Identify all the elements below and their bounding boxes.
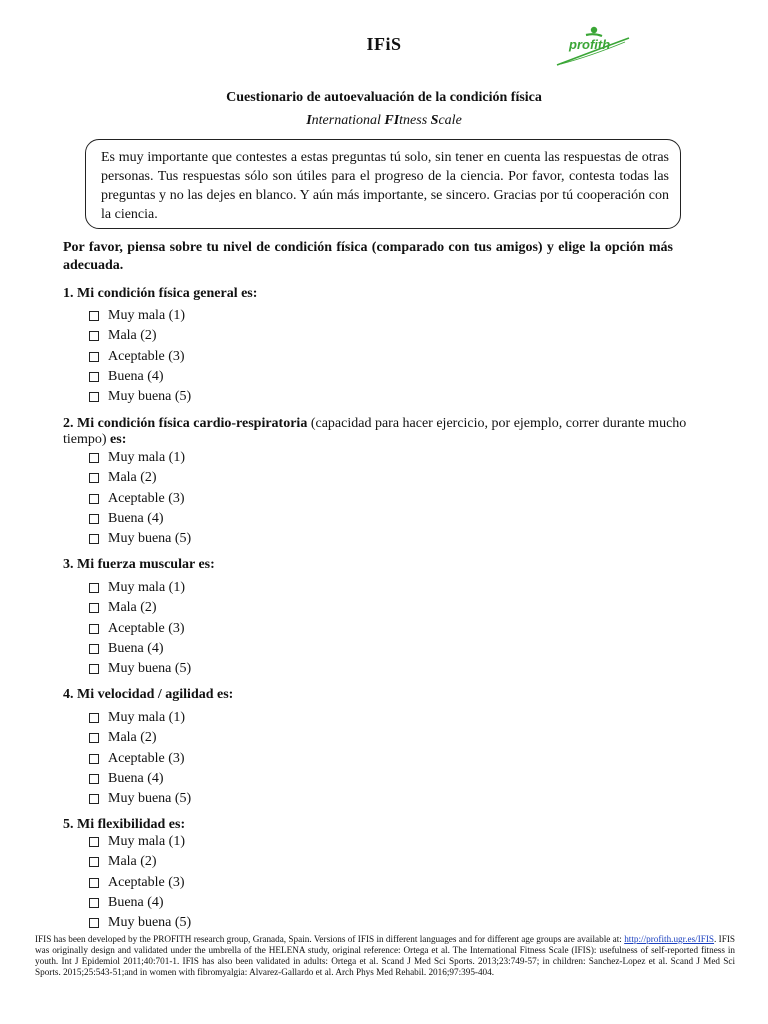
option-item[interactable] <box>89 468 191 488</box>
questionnaire-subtitle <box>0 113 768 129</box>
option-label: Aceptable (3) <box>108 490 185 506</box>
checkbox[interactable] <box>89 392 99 402</box>
page-title: IFiS <box>366 34 402 54</box>
option-label: Mala (2) <box>108 730 157 746</box>
option-item[interactable] <box>89 489 191 509</box>
checkbox[interactable] <box>89 837 99 847</box>
option-item[interactable] <box>89 619 191 639</box>
option-label: Muy buena (5) <box>108 661 192 677</box>
subtitle-part: S <box>430 113 439 128</box>
option-item[interactable] <box>89 893 191 913</box>
option-item[interactable] <box>89 306 191 326</box>
question-label <box>63 286 713 302</box>
option-item[interactable] <box>89 728 191 748</box>
subtitle-part: cale <box>438 113 462 128</box>
checkbox[interactable] <box>89 453 99 463</box>
option-item[interactable] <box>89 598 191 618</box>
checkbox[interactable] <box>89 918 99 928</box>
question-label <box>63 557 713 573</box>
option-label: Muy mala (1) <box>108 308 185 324</box>
option-label: Muy mala (1) <box>108 710 185 726</box>
option-label: Aceptable (3) <box>108 750 185 766</box>
option-label: Mala (2) <box>108 470 157 486</box>
option-item[interactable] <box>89 832 191 852</box>
option-label: Aceptable (3) <box>108 348 185 364</box>
option-item[interactable] <box>89 769 191 789</box>
question-label-tail: es: <box>106 432 127 447</box>
option-item[interactable] <box>89 387 191 407</box>
option-item[interactable] <box>89 529 191 549</box>
logo-text: profith <box>569 37 611 52</box>
question-label-bold: 4. Mi velocidad / agilidad es: <box>63 687 234 702</box>
option-item[interactable] <box>89 873 191 893</box>
checkbox[interactable] <box>89 664 99 674</box>
options-list <box>89 832 191 933</box>
footer-note <box>35 934 735 978</box>
option-label: Muy buena (5) <box>108 915 192 931</box>
option-item[interactable] <box>89 913 191 933</box>
question-label <box>63 416 713 448</box>
checkbox[interactable] <box>89 878 99 888</box>
option-label: Mala (2) <box>108 854 157 870</box>
checkbox[interactable] <box>89 794 99 804</box>
checkbox[interactable] <box>89 372 99 382</box>
options-list <box>89 306 191 407</box>
options-list <box>89 708 191 809</box>
option-item[interactable] <box>89 509 191 529</box>
option-label: Mala (2) <box>108 328 157 344</box>
footer-text-end: . IFIS was originally design and validated under the umbrella of the HELENA study, original reference: Ortega et al. The International Fitness Scale (IFIS): usefulness of self-reported fitness in youth. Int J Epidemiol 2011;40:701-1. IFIS has also been validated in adults: Ortega et al. Scand J Med Sci Sports. 2013;23:749-57; in children: Sanchez-Lopez et al. Scand J Med Sci Sports. 2015;25:543-51;and in women with fibromyalgia: Alvarez-Gallardo et al. Arch Phys Med Rehabil. 2016;97:395-404. <box>35 934 736 977</box>
option-item[interactable] <box>89 347 191 367</box>
checkbox[interactable] <box>89 583 99 593</box>
option-label: Muy mala (1) <box>108 580 185 596</box>
option-label: Muy mala (1) <box>108 450 185 466</box>
question-label-bold: 5. Mi flexibilidad es: <box>63 817 186 832</box>
option-label: Aceptable (3) <box>108 874 185 890</box>
option-item[interactable] <box>89 749 191 769</box>
option-item[interactable] <box>89 708 191 728</box>
option-label: Muy buena (5) <box>108 389 192 405</box>
checkbox[interactable] <box>89 534 99 544</box>
question-label <box>63 817 713 833</box>
subtitle-part: FI <box>384 113 400 128</box>
checkbox[interactable] <box>89 311 99 321</box>
option-label: Buena (4) <box>108 771 164 787</box>
option-item[interactable] <box>89 852 191 872</box>
option-label: Muy buena (5) <box>108 791 192 807</box>
checkbox[interactable] <box>89 514 99 524</box>
instruction-text: Por favor, piensa sobre tu nivel de condición física (comparado con tus amigos) y elige la opción más adecuada. <box>63 240 673 273</box>
checkbox[interactable] <box>89 473 99 483</box>
option-item[interactable] <box>89 448 191 468</box>
options-list <box>89 448 191 549</box>
checkbox[interactable] <box>89 754 99 764</box>
question-label-bold: 2. Mi condición física cardio-respiratoria <box>63 416 308 431</box>
footer-link[interactable]: http://profith.ugr.es/IFIS <box>624 934 715 944</box>
checkbox[interactable] <box>89 624 99 634</box>
checkbox[interactable] <box>89 644 99 654</box>
question-label-bold: 3. Mi fuerza muscular es: <box>63 557 215 572</box>
checkbox[interactable] <box>89 733 99 743</box>
subtitle-part: tness <box>399 113 431 128</box>
question-label <box>63 687 713 703</box>
option-label: Buena (4) <box>108 511 164 527</box>
checkbox[interactable] <box>89 603 99 613</box>
options-list <box>89 578 191 679</box>
option-item[interactable] <box>89 326 191 346</box>
option-label: Buena (4) <box>108 641 164 657</box>
option-item[interactable] <box>89 367 191 387</box>
question-label-bold: 1. Mi condición física general es: <box>63 286 258 301</box>
checkbox[interactable] <box>89 494 99 504</box>
option-label: Mala (2) <box>108 600 157 616</box>
questionnaire-title: Cuestionario de autoevaluación de la condición física <box>226 90 542 105</box>
option-item[interactable] <box>89 639 191 659</box>
option-item[interactable] <box>89 578 191 598</box>
checkbox[interactable] <box>89 898 99 908</box>
option-label: Muy buena (5) <box>108 531 192 547</box>
subtitle-part: I <box>306 113 312 128</box>
option-label: Buena (4) <box>108 895 164 911</box>
option-item[interactable] <box>89 789 191 809</box>
subtitle-part: nternational <box>311 113 385 128</box>
intro-text: Es muy importante que contestes a estas preguntas tú solo, sin tener en cuenta las respuestas de otras personas. Tus respuestas sólo son útiles para el progreso de la ciencia. Por favor, contesta todas las preguntas y no las dejes en blanco. Y aún más importante, se sincero. Gracias por tú cooperación con la ciencia. <box>101 150 669 222</box>
question-label-detail: (capacidad para hacer ejercicio, por ejemplo, correr durante mucho tiempo) <box>63 416 687 447</box>
option-label: Buena (4) <box>108 369 164 385</box>
option-label: Muy mala (1) <box>108 834 185 850</box>
checkbox[interactable] <box>89 774 99 784</box>
checkbox[interactable] <box>89 331 99 341</box>
checkbox[interactable] <box>89 713 99 723</box>
footer-text-start: IFIS has been developed by the PROFITH research group, Granada, Spain. Versions of IFIS in different languages and for different age groups are available at: <box>35 934 622 944</box>
option-item[interactable] <box>89 659 191 679</box>
profith-logo <box>555 26 631 68</box>
option-label: Aceptable (3) <box>108 620 185 636</box>
checkbox[interactable] <box>89 352 99 362</box>
checkbox[interactable] <box>89 857 99 867</box>
intro-box <box>85 139 681 229</box>
